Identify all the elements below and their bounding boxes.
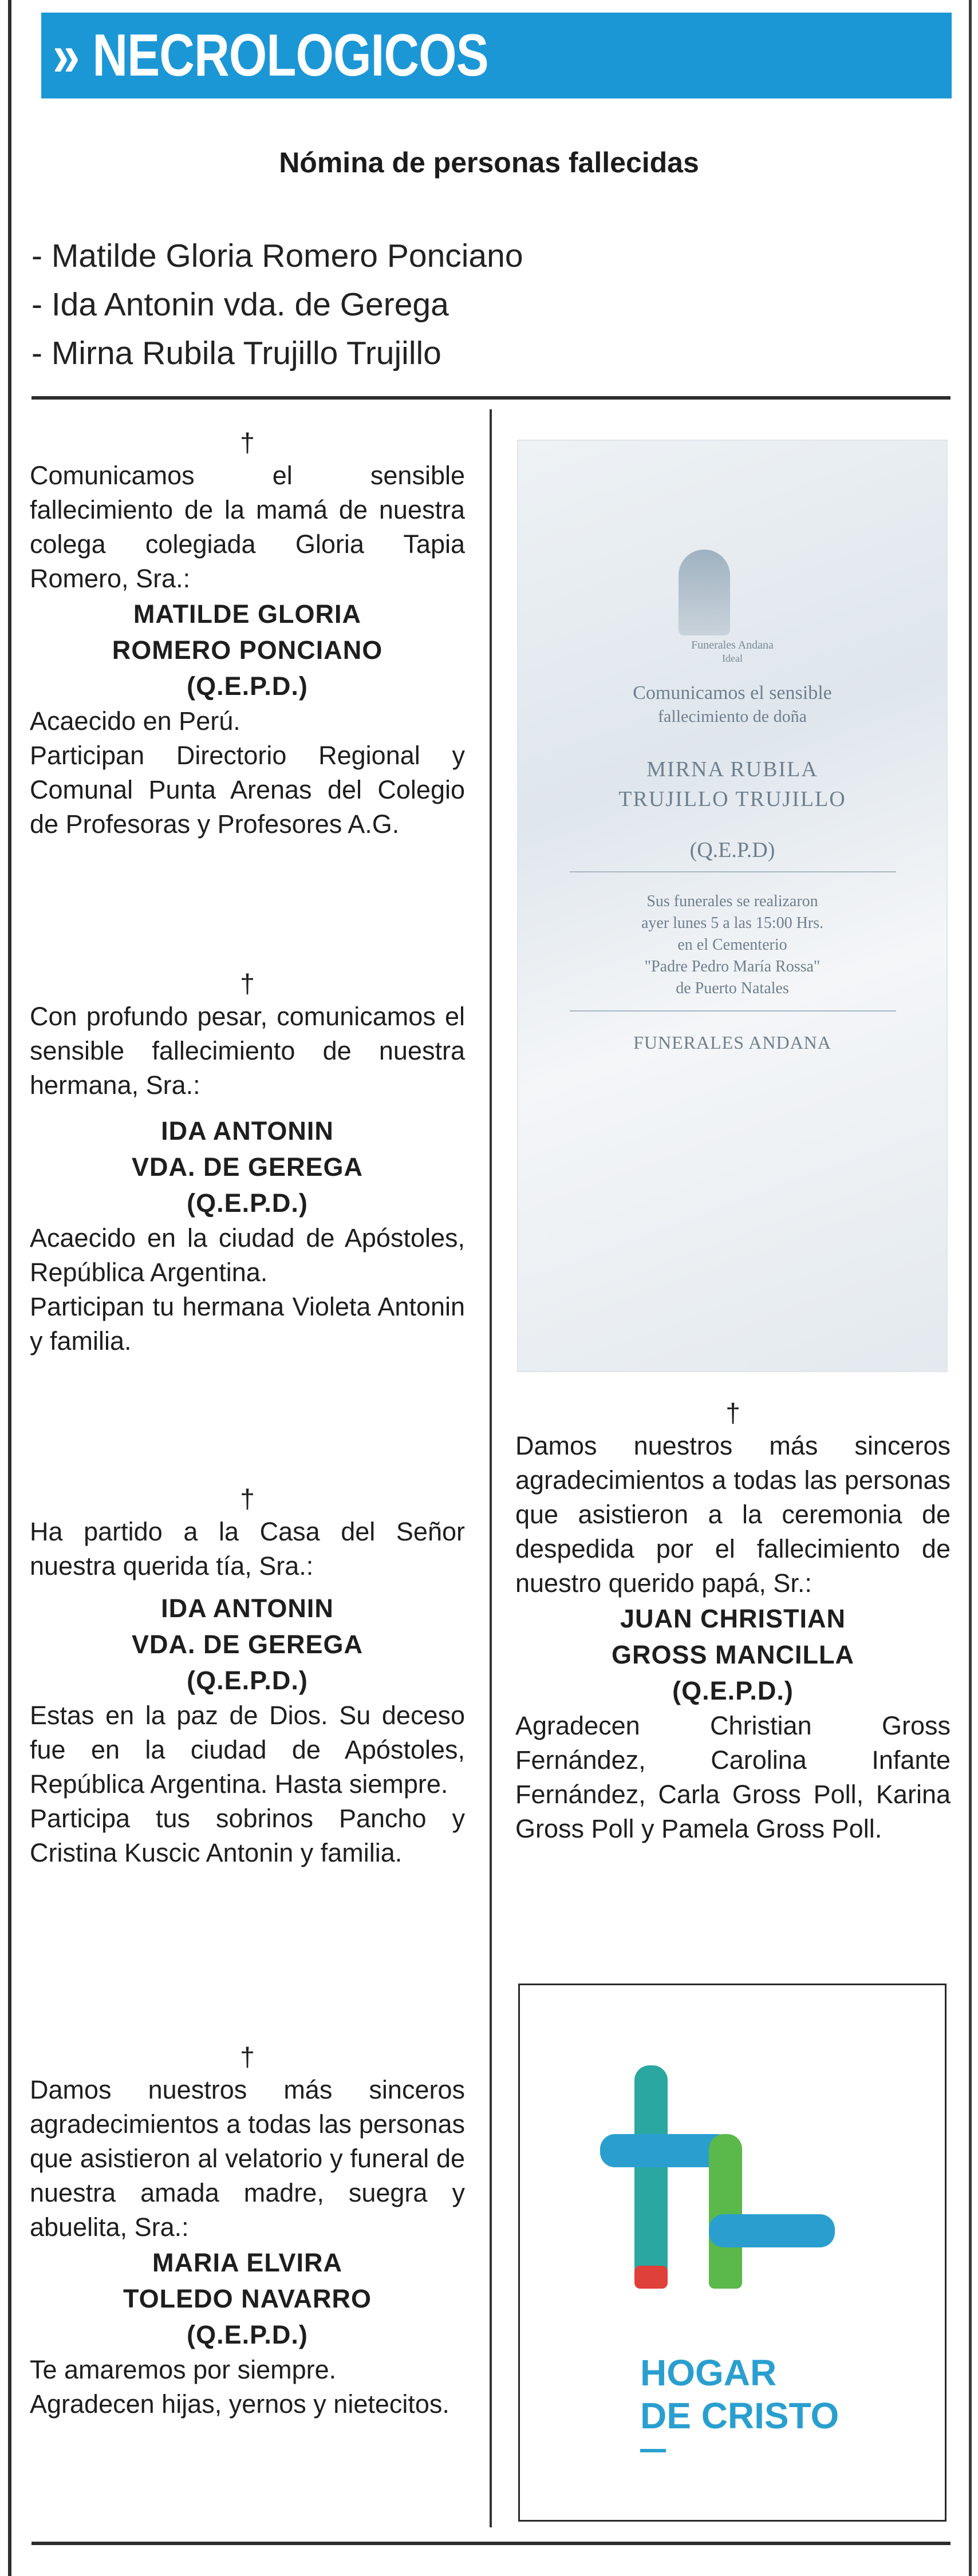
logo-underline — [640, 2449, 666, 2452]
nomina-item: - Matilde Gloria Romero Ponciano — [31, 238, 523, 274]
card-divider — [570, 871, 896, 872]
notice-detail: Estas en la paz de Dios. Su deceso fue en la ciudad de Apóstoles, República Argentina. Hasta siempre. — [30, 1701, 465, 1799]
deceased-name: MARIA ELVIRA — [152, 2248, 342, 2277]
card-intro: Comunicamos el sensible — [633, 682, 832, 704]
cross-icon: † — [725, 1398, 740, 1428]
logo-vertical-bar — [634, 2065, 668, 2289]
horizontal-rule-bottom — [31, 2542, 951, 2545]
qepd-label: (Q.E.P.D.) — [187, 1666, 308, 1695]
card-footer: FUNERALES ANDANA — [633, 1032, 831, 1053]
column-divider — [490, 409, 492, 2527]
card-caption: Ideal — [722, 653, 743, 664]
gratitude-notice-toledo — [30, 2041, 465, 2421]
notice-detail: Acaecido en la ciudad de Apóstoles, República Argentina. — [30, 1223, 465, 1287]
notice-detail: Agradecen Christian Gross Fernández, Carolina Infante Fernández, Carla Gross Poll, Karina Gross Poll y Pamela Gross Poll. — [515, 1711, 951, 1843]
qepd-label: (Q.E.P.D.) — [187, 671, 308, 701]
notice-detail: Participan tu hermana Violeta Antonin y familia. — [30, 1292, 465, 1356]
notice-text: Comunicamos el sensible fallecimiento de la mamá de nuestra colega colegiada Gloria Tapia Romero, Sra.: — [30, 461, 465, 593]
card-detail: "Padre Pedro María Rossa" — [644, 958, 821, 975]
horizontal-rule — [31, 396, 951, 400]
notice-detail: Agradecen hijas, yernos y nietecitos. — [30, 2389, 449, 2419]
card-intro: fallecimiento de doña — [658, 707, 807, 726]
card-detail: en el Cementerio — [677, 936, 787, 954]
hogar-de-cristo-ad — [518, 1984, 947, 2522]
qepd-label: (Q.E.P.D.) — [672, 1676, 794, 1705]
card-divider — [570, 1010, 896, 1012]
deceased-name: MATILDE GLORIA — [133, 599, 362, 629]
cross-icon: † — [240, 2042, 255, 2072]
card-detail: de Puerto Natales — [676, 979, 789, 997]
notice-text: Damos nuestros más sinceros agradecimientos a todas las personas que asistieron a la ceremonia de despedida por el fallecimiento de nuestro querido papá, Sr.: — [515, 1431, 951, 1598]
funeral-announcement-card — [518, 441, 947, 1371]
card-detail: ayer lunes 5 a las 15:00 Hrs. — [641, 914, 824, 932]
cross-icon: † — [240, 428, 255, 457]
page-border-right — [969, 0, 972, 2576]
obituary-notice-romero — [30, 426, 465, 841]
portrait-photo — [679, 550, 730, 635]
hogar-de-cristo-logo-icon — [520, 2025, 948, 2346]
obituary-notice-antonin-tia — [30, 1483, 465, 1870]
cross-icon: † — [240, 969, 255, 998]
deceased-name: GROSS MANCILLA — [612, 1640, 854, 1669]
deceased-name: VDA. DE GEREGA — [131, 1152, 364, 1182]
card-detail: Sus funerales se realizaron — [646, 892, 818, 910]
deceased-name: JUAN CHRISTIAN — [620, 1604, 846, 1633]
nomina-item: - Ida Antonin vda. de Gerega — [31, 286, 449, 323]
notice-text: Damos nuestros más sinceros agradecimientos a todas las personas que asistieron al velatorio y funeral de nuestra amada madre, suegra y abuelita, Sra.: — [30, 2075, 465, 2242]
section-title: » NECROLOGICOS — [53, 22, 488, 89]
notice-detail: Te amaremos por siempre. — [30, 2355, 337, 2384]
qepd-label: (Q.E.P.D.) — [187, 1188, 308, 1218]
logo-lower-bar — [709, 2214, 835, 2247]
notice-detail: Participa tus sobrinos Pancho y Cristina Kuscic Antonin y familia. — [30, 1804, 465, 1867]
notice-text: Ha partido a la Casa del Señor nuestra querida tía, Sra.: — [30, 1517, 465, 1581]
deceased-name: IDA ANTONIN — [161, 1116, 334, 1145]
cross-icon: † — [240, 1484, 255, 1514]
card-name: TRUJILLO TRUJILLO — [618, 787, 846, 811]
page-border-left — [8, 0, 11, 2576]
gratitude-notice-gross — [515, 1397, 951, 1846]
deceased-name: IDA ANTONIN — [161, 1594, 334, 1623]
notice-detail: Acaecido en Perú. — [30, 706, 240, 736]
notice-detail: Participan Directorio Regional y Comunal Punta Arenas del Colegio de Profesoras y Profesores A.G. — [30, 741, 465, 839]
deceased-name: VDA. DE GEREGA — [131, 1630, 364, 1659]
card-name: MIRNA RUBILA — [646, 757, 818, 781]
logo-green-tip — [709, 2266, 742, 2289]
notice-text: Con profundo pesar, comunicamos el sensible fallecimiento de nuestra hermana, Sra.: — [30, 1002, 465, 1100]
logo-text: DE CRISTO — [640, 2395, 839, 2436]
card-caption: Funerales Andana — [691, 639, 774, 651]
qepd-label: (Q.E.P.D.) — [187, 2320, 308, 2349]
nomina-title: Nómina de personas fallecidas — [279, 147, 699, 179]
logo-text: HOGAR — [640, 2352, 777, 2393]
logo-right-bar — [709, 2134, 742, 2289]
obituary-notice-antonin-hermana — [30, 967, 465, 1358]
nomina-item: - Mirna Rubila Trujillo Trujillo — [31, 335, 441, 372]
deceased-name: TOLEDO NAVARRO — [123, 2284, 372, 2313]
deceased-name: ROMERO PONCIANO — [112, 635, 383, 665]
logo-red-tip — [634, 2266, 668, 2289]
nomina-list — [31, 232, 936, 378]
card-qepd: (Q.E.P.D) — [689, 838, 775, 862]
